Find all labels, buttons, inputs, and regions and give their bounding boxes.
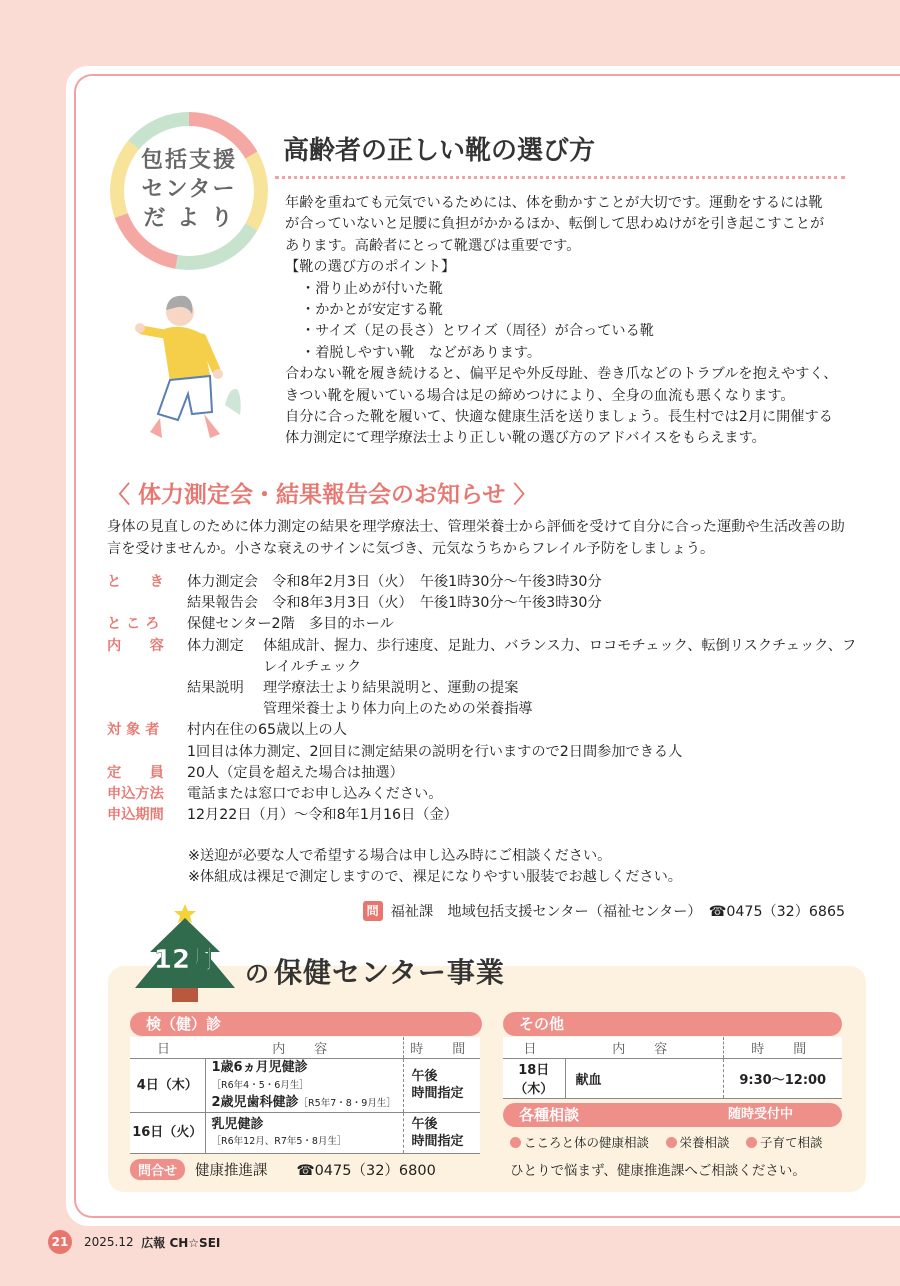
where-value: 保健センター2階 多目的ホール — [187, 616, 394, 633]
health-contact — [130, 1159, 436, 1180]
content2-value-2: 管理栄養士より体力向上のための栄養指導 — [263, 701, 533, 718]
month-label: 12月 — [153, 945, 217, 975]
table-row — [130, 1058, 480, 1112]
contact-tag: 問合せ — [130, 1159, 185, 1180]
article-line: あります。高齢者にとって靴選びは重要です。 — [285, 237, 581, 254]
point-item: ・着脱しやすい靴 などがあります。 — [301, 344, 542, 361]
badge-line2: センター — [141, 177, 237, 202]
article-line: 年齢を重ねても元気でいるためには、体を動かすことが大切です。運動をするには靴 — [285, 195, 823, 211]
row2-time2: 時間指定 — [411, 1133, 464, 1149]
other-time: 9:30～12:00 — [723, 1058, 842, 1098]
row2-item1-sub: ［R6年12月、R7年5・8月生］ — [211, 1135, 347, 1147]
content2-value-1: 理学療法士より結果説明と、運動の提案 — [263, 680, 519, 697]
target-value-1: 村内在住の65歳以上の人 — [187, 722, 347, 739]
badge-line1: 包括支援 — [140, 148, 237, 173]
christmas-tree-icon — [130, 902, 240, 1004]
article-line: が合っていないと足腰に負担がかかるほか、転倒して思わぬけがを引き起こすことが — [285, 216, 825, 233]
article-body — [285, 193, 850, 450]
page-number: 21 — [48, 1230, 72, 1254]
apply-period-label: 申込期間 — [107, 807, 164, 824]
consult-item: 子育て相談 — [760, 1135, 823, 1150]
notice-notes — [188, 846, 682, 888]
apply-method-value: 電話または窓口でお申し込みください。 — [187, 786, 443, 803]
health-title — [245, 951, 505, 991]
where-label: と こ ろ — [107, 616, 160, 633]
content1-key: 体力測定 — [187, 637, 244, 654]
consult-item: 栄養相談 — [679, 1135, 730, 1150]
when-value-2: 結果報告会 令和8年3月3日（火） 午後1時30分～午後3時30分 — [187, 595, 602, 612]
notice-details — [107, 572, 857, 826]
consult-pill-label: 各種相談 — [519, 1106, 580, 1124]
row2-day: 16日（火） — [130, 1112, 205, 1153]
consult-item: こころと体の健康相談 — [524, 1135, 650, 1150]
point-item: ・サイズ（足の長さ）とワイズ（周径）が合っている靴 — [301, 323, 654, 340]
checkup-table — [130, 1037, 480, 1154]
magazine-name: 広報 CH☆SEI — [141, 1235, 221, 1250]
article-line: きつい靴を履いている場合は足の締めつけにより、全身の血流も悪くなります。 — [285, 387, 795, 404]
content2-key: 結果説明 — [187, 680, 244, 697]
consult-list — [510, 1133, 823, 1151]
col-day: 日 — [503, 1037, 565, 1058]
bullet-icon — [666, 1137, 677, 1148]
col-time: 時 間 — [723, 1037, 842, 1058]
note-1: ※送迎が必要な人で希望する場合は申し込み時にご相談ください。 — [188, 848, 612, 864]
col-content: 内 容 — [565, 1037, 723, 1058]
article-line: 自分に合った靴を履いて、快適な健康生活を送りましょう。長生村では2月に開催する — [285, 409, 833, 426]
article-title: 高齢者の正しい靴の選び方 — [283, 136, 596, 166]
content1-value: 体組成計、握力、歩行速度、足趾力、バランス力、ロコモチェック、転倒リスクチェック、フレイルチェック — [263, 637, 857, 675]
checkup-pill: 検（健）診 — [130, 1012, 482, 1036]
row1-item2-sub: ［R5年7・8・9月生］ — [298, 1097, 396, 1109]
title-text: 保健センター事業 — [274, 956, 505, 989]
apply-method-label: 申込方法 — [107, 786, 164, 803]
capacity-value: 20人（定員を超えた場合は抽選） — [187, 764, 404, 781]
other-pill: その他 — [503, 1012, 842, 1036]
table-row — [503, 1058, 842, 1098]
row1-time2: 時間指定 — [411, 1086, 464, 1101]
row1-day: 4日（木） — [130, 1058, 205, 1112]
article-line: 合わない靴を履き続けると、偏平足や外反母趾、巻き爪などのトラブルを抱えやすく、 — [285, 366, 838, 383]
bullet-icon — [746, 1137, 757, 1148]
row2-time1: 午後 — [411, 1116, 438, 1132]
apply-period-value: 12月22日（月）～令和8年1月16日（金） — [187, 807, 458, 824]
col-day: 日 — [130, 1037, 205, 1058]
when-value-1: 体力測定会 令和8年2月3日（火） 午後1時30分～午後3時30分 — [187, 574, 602, 590]
col-time: 時 間 — [403, 1037, 480, 1058]
col-content: 内 容 — [205, 1037, 403, 1058]
point-item: ・かかとが安定する靴 — [301, 302, 443, 319]
walking-person-illustration — [130, 290, 250, 450]
points-heading: 【靴の選び方のポイント】 — [285, 259, 456, 276]
notice-title: 〈 体力測定会・結果報告会のお知らせ 〉 — [107, 482, 537, 508]
issue-date: 2025.12 — [84, 1235, 134, 1249]
other-content: 献血 — [565, 1058, 723, 1098]
title-particle: の — [245, 960, 270, 988]
row2-item1: 乳児健診 — [211, 1116, 264, 1132]
row1-item1-sub: ［R6年4・5・6月生］ — [211, 1079, 309, 1091]
target-value-2: 1回目は体力測定、2回目に測定結果の説明を行いますので2日間参加できる人 — [187, 743, 683, 760]
target-label: 対 象 者 — [107, 722, 160, 739]
article-line: 体力測定にて理学療法士より正しい靴の選び方のアドバイスをもらえます。 — [285, 430, 766, 447]
consult-note: 随時受付中 — [728, 1107, 794, 1122]
bullet-icon — [510, 1137, 521, 1148]
row1-item2: 2歳児歯科健診 — [211, 1094, 299, 1110]
notice-intro: 身体の見直しのために体力測定の結果を理学療法士、管理栄養士から評価を受けて自分に合った運動や生活改善の助言を受けませんか。小さな衰えのサインに気づき、元気なうちからフレイル予防をしましょう。 — [107, 519, 845, 557]
welfare-contact — [363, 901, 845, 921]
content-label: 内 容 — [107, 637, 164, 654]
row1-time1: 午後 — [411, 1069, 438, 1084]
table-row — [130, 1112, 480, 1153]
health-contact-text: 健康推進課 ☎0475（32）6800 — [195, 1163, 436, 1179]
other-day: 18日（木） — [503, 1058, 565, 1098]
capacity-label: 定 員 — [107, 764, 164, 781]
row1-item1: 1歳6ヵ月児健診 — [211, 1059, 308, 1075]
dotted-divider — [275, 176, 845, 179]
footer — [48, 1230, 220, 1254]
welfare-contact-text: 福祉課 地域包括支援センター（福祉センター） ☎0475（32）6865 — [390, 904, 845, 920]
consult-pill — [503, 1103, 842, 1127]
section-badge — [110, 112, 268, 270]
inquiry-icon: 問 — [363, 901, 383, 921]
other-table — [503, 1037, 842, 1099]
consult-message: ひとりで悩まず、健康推進課へご相談ください。 — [510, 1163, 806, 1179]
note-2: ※体組成は裸足で測定しますので、裸足になりやすい服装でお越しください。 — [188, 869, 682, 885]
badge-line3: だ よ り — [143, 206, 235, 231]
when-label: と き — [107, 574, 164, 590]
point-item: ・滑り止めが付いた靴 — [301, 280, 443, 297]
